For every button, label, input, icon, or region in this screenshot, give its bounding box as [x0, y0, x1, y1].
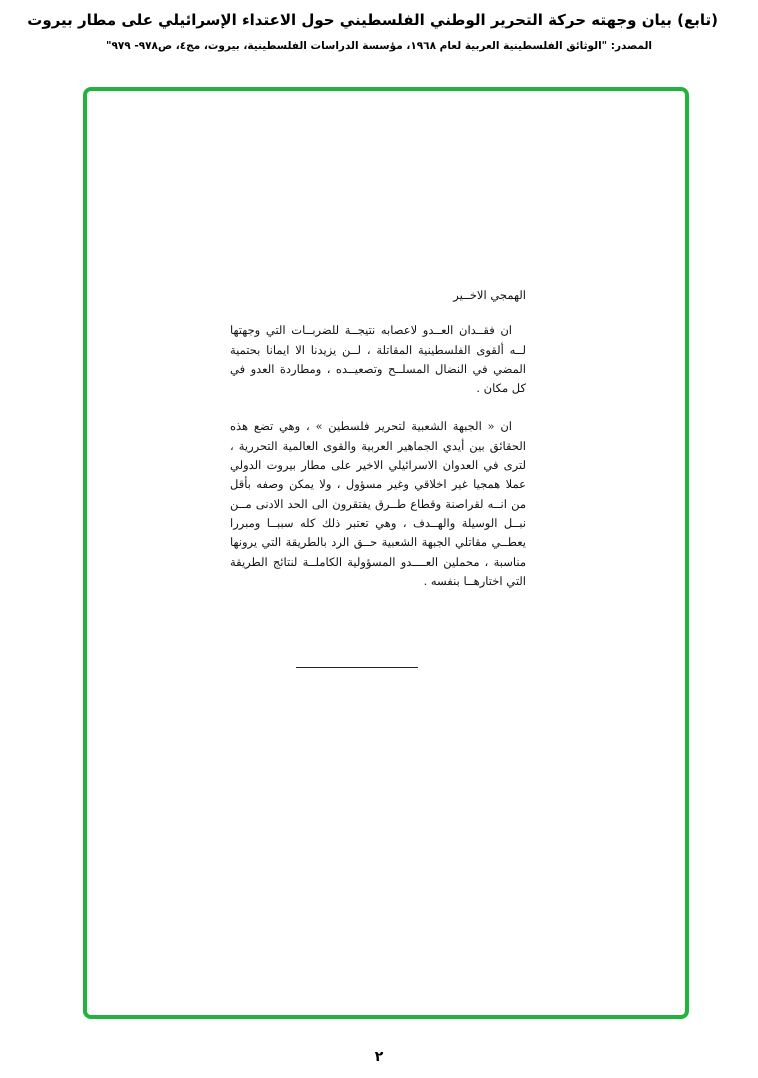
section-heading: الهمجي الاخــير	[453, 288, 526, 302]
page-number: ٢	[374, 1049, 384, 1065]
scanned-document-text	[230, 280, 526, 680]
document-source-citation: المصدر: "الوثائق الفلسطينية العربية لعام ١٩٦٨، مؤسسة الدراسات الفلسطينية، بيروت، مج٤، ص٩٧٨- ٩٧٩"	[105, 40, 653, 52]
paragraph-2: ان « الجبهة الشعبية لتحرير فلسطين » ، وهي تضع هذه الحقائق بين أيدي الجماهير العربية والقوى العالمية التحررية ، لترى في العدوان الاسرائيلي الاخير على مطار بيروت الدولي عملا همجيا غير اخلاقي وغير مسؤول ، ولا يمكن وصفه بأقل من انــه لقراصنة وقطاع طــرق يفتقرون الى الحد الادنى مــن نبــل الوسيلة والهــدف ، وهي تعتبر ذلك كله سببــا ومبررا يعطــي مقاتلي الجبهة الشعبية حــق الرد بالطريقة التي يرونها مناسبة ، محملين العــــدو المسؤولية الكاملــة لنتائج الطريقة التي اختارهــا بنفسه .	[230, 419, 526, 588]
document-title: (تابع) بيان وجهته حركة التحرير الوطني الفلسطيني حول الاعتداء الإسرائيلي على مطار بيروت	[27, 11, 718, 29]
end-divider	[296, 667, 418, 668]
paragraph-1: ان فقــدان العــدو لاعصابه نتيجــة للضربــات التي وجهتها لــه ألقوى الفلسطينية المقاتلة ، لــن يزيدنا الا ايمانا بحتمية المضي في النضال المسلــح وتصعيــده ، ومطاردة العدو في كل مكان .	[230, 323, 526, 396]
